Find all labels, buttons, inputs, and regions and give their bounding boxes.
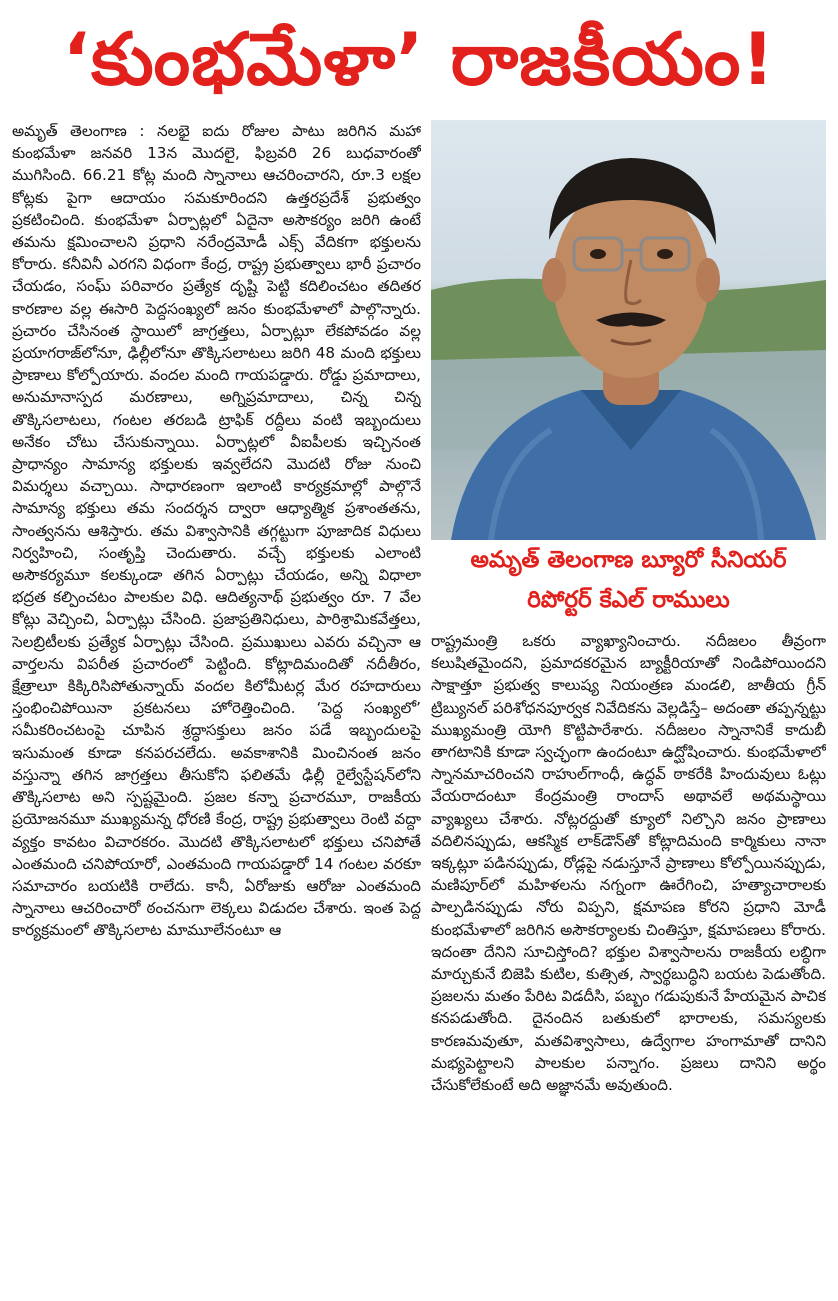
caption-line-1: అమృత్ తెలంగాణ బ్యూరో సీనియర్: [470, 547, 787, 573]
caption-line-2: రిపోర్టర్ కేఎల్ రాములు: [527, 587, 730, 613]
left-article-column: [12, 120, 421, 1290]
article-paragraph: రాష్ట్రమంత్రి ఒకరు వ్యాఖ్యానించారు. నదీజలం తీవ్రంగా కలుషితమైందని, ప్రమాదకరమైన బ్యాక్టీరియాతో నిండిపోయిందని సాక్షాత్తూ ప్రభుత్వ కాలుష్య నియంత్రణ మండలి, జాతీయ గ్రీన్ ట్రిబ్యునల్ పరిశోధనపూర్వక నివేదికను వెల్లడిస్తే– అదంతా తప్పన్నట్టు ముఖ్యమంత్రి యోగి కొట్టిపారేశారు. నదీజలం స్నానానికే కాదుబీ తాగటానికి కూడా స్వచ్ఛంగా ఉందంటూ ఉద్ఘోషించారు. కుంభమేళాలో స్నానమాచరించని రాహుల్‌గాంధీ, ఉద్ధవ్ ఠాకరేకి హిందువులు ఓట్లు వేయరాదంటూ కేంద్రమంత్రి రాందాస్ అథావలే అథమస్థాయి వ్యాఖ్యలు చేశారు. నోట్లరద్దుతో క్యూలో నిల్చొని జనం ప్రాణాలు వదిలినప్పుడు, ఆకస్మిక లాక్‌డౌన్‌తో కోట్లాదిమంది కార్మికులు నానా ఇక్కట్లూ పడినప్పుడు, రోడ్లపై నడుస్తూనే ప్రాణాలు కోల్పోయినప్పుడు, మణిపూర్‌లో మహిళలను నగ్నంగా ఊరేగించి, హత్యాచారాలకు పాల్పడినప్పుడు నోరు విప్పని, క్షమాపణ కోరని ప్రధాని మోడీ కుంభమేళాలో జరిగిన అసౌకర్యాలకు చింతిస్తూ, క్షమాపణలు కోరారు. ఇదంతా దేనిని సూచిస్తోంది? భక్తుల విశ్వాసాలను రాజకీయ లబ్ధిగా మార్చుకునే బిజెపి కుటిల, కుత్సిత, స్వార్థబుద్ధిని బయట పెడుతోంది. ప్రజలను మతం పేరిట విడదీసి, పబ్బం గడుపుకునే హేయమైన పాచిక కనపడుతోంది. దైనందిన బతుకులో భారాలకు, సమస్యలకు కారణమవుతూ, మతవిశ్వాసాలు, ఉద్వేగాల హంగామాతో దానిని మభ్యపెట్టాలని పాలకుల పన్నాగం. ప్రజలు దానిని అర్థం చేసుకోలేకుంటే అది అజ్ఞానమే అవుతుంది.: [431, 632, 826, 1095]
article-paragraph: అమృత్ తెలంగాణ : నలభై ఐదు రోజుల పాటు జరిగిన మహా కుంభమేళా జనవరి 13న మొదలై, ఫిబ్రవరి 26 బుధవారంతో ముగిసింది. 66.21 కోట్ల మంది స్నానాలు ఆచరించారని, రూ.3 లక్షల కోట్లకు పైగా ఆదాయం సమకూరిందని ఉత్తరప్రదేశ్ ప్రభుత్వం ప్రకటించింది. కుంభమేళా ఏర్పాట్లలో ఏదైనా అసౌకర్యం జరిగి ఉంటే తమను క్షమించాలని ప్రధాని నరేంద్రమోడీ ఎక్స్ వేదికగా భక్తులను కోరారు. కనీవినీ ఎరగని విధంగా కేంద్ర, రాష్ట్ర ప్రభుత్వాలు భారీ ప్రచారం చేయడం, సంఘ్ పరివారం ప్రత్యేక దృష్టి పెట్టి కదిలించటం తదితర కారణాల వల్ల ఈసారి పెద్దసంఖ్యలో జనం కుంభమేళాలో పాల్గొన్నారు. ప్రచారం చేసినంత స్థాయిలో జాగ్రత్తలు, ఏర్పాట్లూ లేకపోవడం వల్ల ప్రయాగరాజ్‌లోనూ, ఢిల్లీలోనూ తొక్కిసలాటలు జరిగి 48 మంది భక్తులు ప్రాణాలు కోల్పోయారు. వందల మంది గాయపడ్డారు. రోడ్డు ప్రమాదాలు, అనుమానాస్పద మరణాలు, అగ్నిప్రమాదాలు, చిన్న చిన్న తొక్కిసలాటలు, గంటల తరబడి ట్రాఫిక్ రద్దీలు వంటి ఇబ్బందులు అనేకం చోటు చేసుకున్నాయి. ఏర్పాట్లలో వీఐపీలకు ఇచ్చినంత ప్రాధాన్యం సామాన్య భక్తులకు ఇవ్వలేదని మొదటి రోజు నుంచి విమర్శలు వచ్చాయి. సాధారణంగా ఇలాంటి కార్యక్రమాల్లో పాల్గొనే సామాన్య భక్తులు తమ సందర్శన ద్వారా ఆధ్యాత్మిక ప్రశాంతతను, సాంత్వనను ఆశిస్తారు. తమ విశ్వాసానికి తగ్గట్టుగా పూజాదిక విధులు నిర్వహించి, సంతృప్తి చెందుతారు. వచ్చే భక్తులకు ఎలాంటి అసౌకర్యమూ కలక్కుండా తగిన ఏర్పాట్లు చేయడం, అన్ని విధాలా భద్రత కల్పించటం పాలకుల విధి. ఆదిత్యనాథ్ ప్రభుత్వం రూ. 7 వేల కోట్లు వెచ్చించి, ఏర్పాట్లు చేసింది. ప్రజాప్రతినిధులు, పారిశ్రామికవేత్తలు, సెలబ్రిటీలకు ప్రత్యేక ఏర్పాట్లు చేసింది. ప్రముఖులు ఎవరు వచ్చినా ఆ వార్తలను విపరీత ప్రచారంలో పెట్టింది. కోట్లాదిమందితో నదీతీరం, క్షేత్రాలూ కిక్కిరిసిపోతున్నాయ్ వందల కిలోమీటర్ల మేర రహదారులు స్తంభించిపోయినా ప్రకటనలు హోరెత్తించింది. ‘పెద్ద సంఖ్యలో’ సమీకరించటంపై చూపిన శ్రద్ధాసక్తులు జనం పడే ఇబ్బందులపై ఇసుమంత కూడా కనపరచలేదు. అవకాశానికి మించినంత జనం వస్తున్నా తగిన జాగ్రత్తలు తీసుకోని ఫలితమే ఢిల్లీ రైల్వేస్టేషన్‌లోని తొక్కిసలాట అని స్పష్టమైంది. ప్రజల కన్నా ప్రచారమూ, రాజకీయ ప్రయోజనమూ ముఖ్యమన్న ధోరణి కేంద్ర, రాష్ట్ర ప్రభుత్వాలు రెంటి వద్దా వ్యక్తం కావటం విచారకరం. మొదటి తొక్కిసలాటలో భక్తులు చనిపోతే ఎంతమంది చనిపోయారో, ఎంతమంది గాయపడ్డారో 14 గంటల వరకూ సమాచారం బయటికి రాలేదు. కానీ, ఏరోజుకు ఆరోజు ఎంతమంది స్నానాలు ఆచరించారో ఠంచనుగా లెక్కలు విడుదల చేశారు. ఇంత పెద్ద కార్యక్రమంలో తొక్కిసలాట మామూలేనంటూ ఆ: [12, 122, 421, 940]
reporter-photo: [431, 120, 826, 540]
right-article-column: [431, 630, 826, 1280]
person-photo-icon: [431, 120, 826, 540]
headline: ‘కుంభమేళా’ రాజకీయం!: [62, 17, 776, 101]
photo-caption: [431, 540, 826, 626]
